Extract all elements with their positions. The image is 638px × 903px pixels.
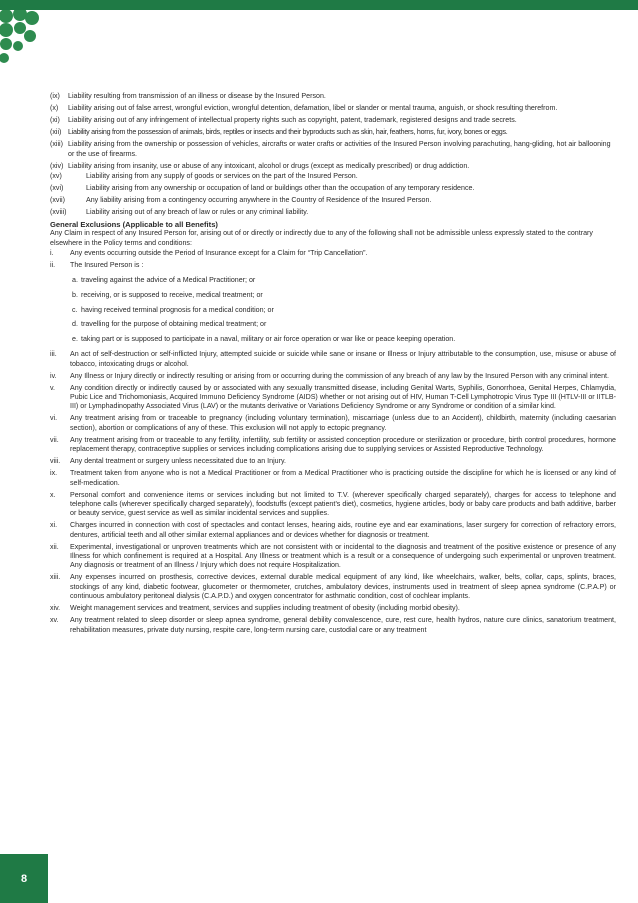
item-number: iv. — [50, 371, 57, 380]
item-text: Treatment taken from anyone who is not a Medical Practitioner or from a Medical Practitioner who is practicing outside the discipline for which he is licensed or any kind of self-medication. — [70, 469, 616, 487]
list-item — [50, 249, 616, 258]
item-text: Liability arising out of false arrest, wrongful eviction, wrongful detention, defamation, libel or slander or mental trauma, anguish, or shock resulting therefrom. — [68, 104, 558, 113]
item-text: Any liability arising from a contingency occurring anywhere in the Country of Residence of the Insured Person. — [86, 195, 432, 204]
sub-list-item — [72, 276, 616, 285]
item-number: (xiii) — [50, 140, 63, 149]
item-text: Liability arising from the ownership or possession of vehicles, aircrafts or water crafts or activities of the Insured Person involving parachuting, hang-gliding, hot air ballooning or the use of firearms. — [68, 140, 611, 158]
item-number: (ix) — [50, 92, 60, 100]
item-text: Liability arising from any supply of goods or services on the part of the Insured Person. — [86, 171, 358, 180]
item-text: Charges incurred in connection with cost of spectacles and contact lenses, hearing aids, routine eye and ear examinations, laser surgery for correction of refractory errors, dentures, artificial teeth and all other similar external appliances and or devices whether for diagnosis or treatment. — [70, 521, 616, 539]
item-number: (xviii) — [50, 207, 67, 216]
item-number: xii. — [50, 542, 59, 551]
item-number: ii. — [50, 260, 56, 269]
section-intro: Any Claim in respect of any Insured Person for, arising out of or directly or indirectly due to any of the following shall not be admissible unless expressly stated to the contrary elsewhere in the Policy terms and conditions: — [50, 229, 593, 247]
item-text: Any treatment related to sleep disorder or sleep apnea syndrome, general debility convalescence, cure, rest cure, health hydros, nature cure clinics, sanatorium treatment, rehabilitation measures, private duty nursing, respite care, long-term nursing care, custodial care or any treatment — [70, 616, 616, 634]
item-text: Any treatment arising from or traceable to any fertility, infertility, sub fertility or assisted conception procedure or sterilization or procedure, birth control procedures, hormone replacement therapy, contraceptive supplies or services including complications arising due to supplying services or Assisted Reproductive Technology. — [70, 435, 616, 454]
item-text: Liability arising out of any infringement of intellectual property rights such as copyright, patent, trademark, registered designs and trade secrets. — [68, 116, 517, 125]
item-text: Liability arising out of any breach of law or rules or any criminal liability. — [86, 207, 309, 216]
item-number: i. — [50, 248, 54, 257]
list-item — [50, 140, 616, 159]
list-item — [50, 162, 616, 171]
page-number: 8 — [0, 854, 48, 903]
item-text: receiving, or is supposed to receive, medical treatment; or — [81, 290, 263, 299]
list-item — [50, 128, 616, 137]
item-number: (xv) — [50, 171, 62, 180]
list-item — [50, 414, 616, 433]
list-item — [50, 604, 616, 613]
item-number: vi. — [50, 414, 58, 423]
item-number: ix. — [50, 469, 58, 478]
item-number: vii. — [50, 435, 59, 444]
item-number: (xiv) — [50, 161, 64, 170]
general-exclusions-list — [50, 249, 616, 635]
section-heading: General Exclusions (Applicable to all Benefits) — [50, 219, 218, 229]
list-item — [50, 491, 616, 519]
item-number: iii. — [50, 350, 57, 359]
list-item — [50, 616, 616, 635]
item-text: An act of self-destruction or self-inflicted Injury, attempted suicide or suicide while sane or insane or Illness or Injury attributable to the consumption, use, misuse or abuse of tobacco, intoxicating drugs or alcohol. — [70, 350, 616, 368]
item-text: Liability arising from insanity, use or abuse of any intoxicant, alcohol or drugs (except as medically prescribed) or drug addiction. — [68, 161, 470, 170]
item-text: having received terminal prognosis for a medical condition; or — [81, 305, 274, 314]
list-item — [50, 92, 616, 101]
item-number: v. — [50, 383, 55, 392]
clover-logo-decoration — [0, 10, 40, 70]
list-item — [50, 573, 616, 601]
list-item — [50, 436, 616, 455]
list-item — [50, 261, 616, 270]
item-number: (x) — [50, 104, 59, 113]
item-text: Any events occurring outside the Period of Insurance except for a Claim for “Trip Cancellation”. — [70, 248, 368, 257]
item-text: Weight management services and treatment, services and supplies including treatment of obesity (including morbid obesity). — [70, 604, 460, 613]
list-item — [50, 543, 616, 571]
sub-list-item — [72, 306, 616, 315]
item-text: Any Illness or Injury directly or indirectly resulting or arising from or occurring during the commission of any breach of any law by the Insured Person with any criminal intent. — [70, 371, 609, 380]
item-letter: b. — [72, 290, 78, 299]
item-letter: e. — [72, 335, 78, 344]
item-text: Any expenses incurred on prosthesis, corrective devices, external durable medical equipment of any kind, like wheelchairs, walker, belts, collar, caps, splints, braces, stockings of any kind, diabetic footwear, glucometer or thermometer, crutches, ambulatory devices, instruments used in treatment of sleep apnea syndrome (C.P.A.P) or continuous ambulatory peritoneal dialysis (C.A.P.D.) and oxygen concentrator for asthmatic condition, cost of cochlear implants. — [70, 573, 616, 601]
item-text: traveling against the advice of a Medical Practitioner; or — [81, 275, 256, 284]
list-item — [50, 457, 616, 466]
list-item — [50, 521, 616, 540]
list-item — [50, 196, 616, 205]
item-number: xiii. — [50, 573, 61, 582]
item-text: Any dental treatment or surgery unless necessitated due to an Injury. — [70, 457, 286, 466]
item-letter: d. — [72, 320, 78, 329]
item-number: (xvi) — [50, 183, 64, 192]
item-text: Liability resulting from transmission of an illness or disease by the Insured Person. — [68, 92, 326, 100]
item-number: (xi) — [50, 116, 60, 125]
item-number: xi. — [50, 521, 58, 530]
item-number: x. — [50, 490, 56, 499]
item-text: Experimental, investigational or unproven treatments which are not consistent with or incidental to the diagnosis and treatment of the positive existence or presence of any Illness for which confinement is required at a Hospital. Any Illness or treatment which is a result or a consequence of undergoing such experimental or unproven treatment. Any diagnosis or treatment of an Illness / Injury which does not require Hospitalization. — [70, 542, 616, 570]
sub-list-item — [72, 320, 616, 329]
item-number: xiv. — [50, 604, 61, 613]
list-item — [50, 469, 616, 488]
item-text: The Insured Person is : — [70, 260, 144, 269]
item-letter: c. — [72, 305, 78, 314]
item-text: taking part or is supposed to participate in a naval, military or air force operation or war like or peace keeping operation. — [81, 335, 456, 344]
sub-list-item — [72, 335, 616, 344]
item-text: Any treatment arising from or traceable to pregnancy (including voluntary termination), miscarriage (unless due to an Accident), childbirth, maternity (including caesarian section), abortion or complications of any of these. This exclusion will not apply to ectopic pregnancy. — [70, 414, 616, 432]
top-brand-bar — [0, 0, 638, 10]
item-text: travelling for the purpose of obtaining medical treatment; or — [81, 320, 267, 329]
list-item — [50, 172, 616, 181]
item-number: xv. — [50, 616, 59, 625]
item-text: Personal comfort and convenience items or services including but not limited to T.V. (wherever specifically charged separately), charges for access to telephone and telephone calls (wherever specifically charged separately), foodstuffs (except patient’s diet), cosmetics, hygiene articles, body or baby care products and bath additive, barber or beauty service, guest service as well as similar incidental services and supplies. — [70, 490, 616, 518]
item-letter: a. — [72, 275, 78, 284]
item-text: Liability arising from any ownership or occupation of land or buildings other than the occupation of any temporary residence. — [86, 183, 475, 192]
list-item — [50, 372, 616, 381]
list-item — [50, 208, 616, 217]
list-item — [50, 350, 616, 369]
item-text: Liability arising from the possession of animals, birds, reptiles or insects and their byproducts such as skin, hair, feathers, horns, fur, ivory, bones or eggs. — [68, 128, 508, 137]
specific-exclusions-list — [50, 92, 616, 217]
item-number: viii. — [50, 457, 61, 466]
list-item — [50, 116, 616, 125]
list-item — [50, 384, 616, 412]
item-text: Any condition directly or indirectly caused by or associated with any sexually transmitted disease, including Genital Warts, Syphilis, Gonorrhoea, Genital Herpes, Chlamydia, Pubic Lice and Trichomoniasis, Acquired Immuno Deficiency Syndrome (AIDS) whether or not arising out of HIV, Human T-Cell Lymphotropic Virus Type III (HTLV-III or IITLB-III) or Lymphadinopathy Associated Virus (LAV) or the mutants derivative or Variations Deficiency Syndrome or any Syndrome or condition of a similar kind. — [70, 383, 616, 411]
item-number: (xii) — [50, 128, 62, 137]
list-item — [50, 184, 616, 193]
sub-list-item — [72, 291, 616, 300]
item-number: (xvii) — [50, 195, 65, 204]
list-item — [50, 104, 616, 113]
